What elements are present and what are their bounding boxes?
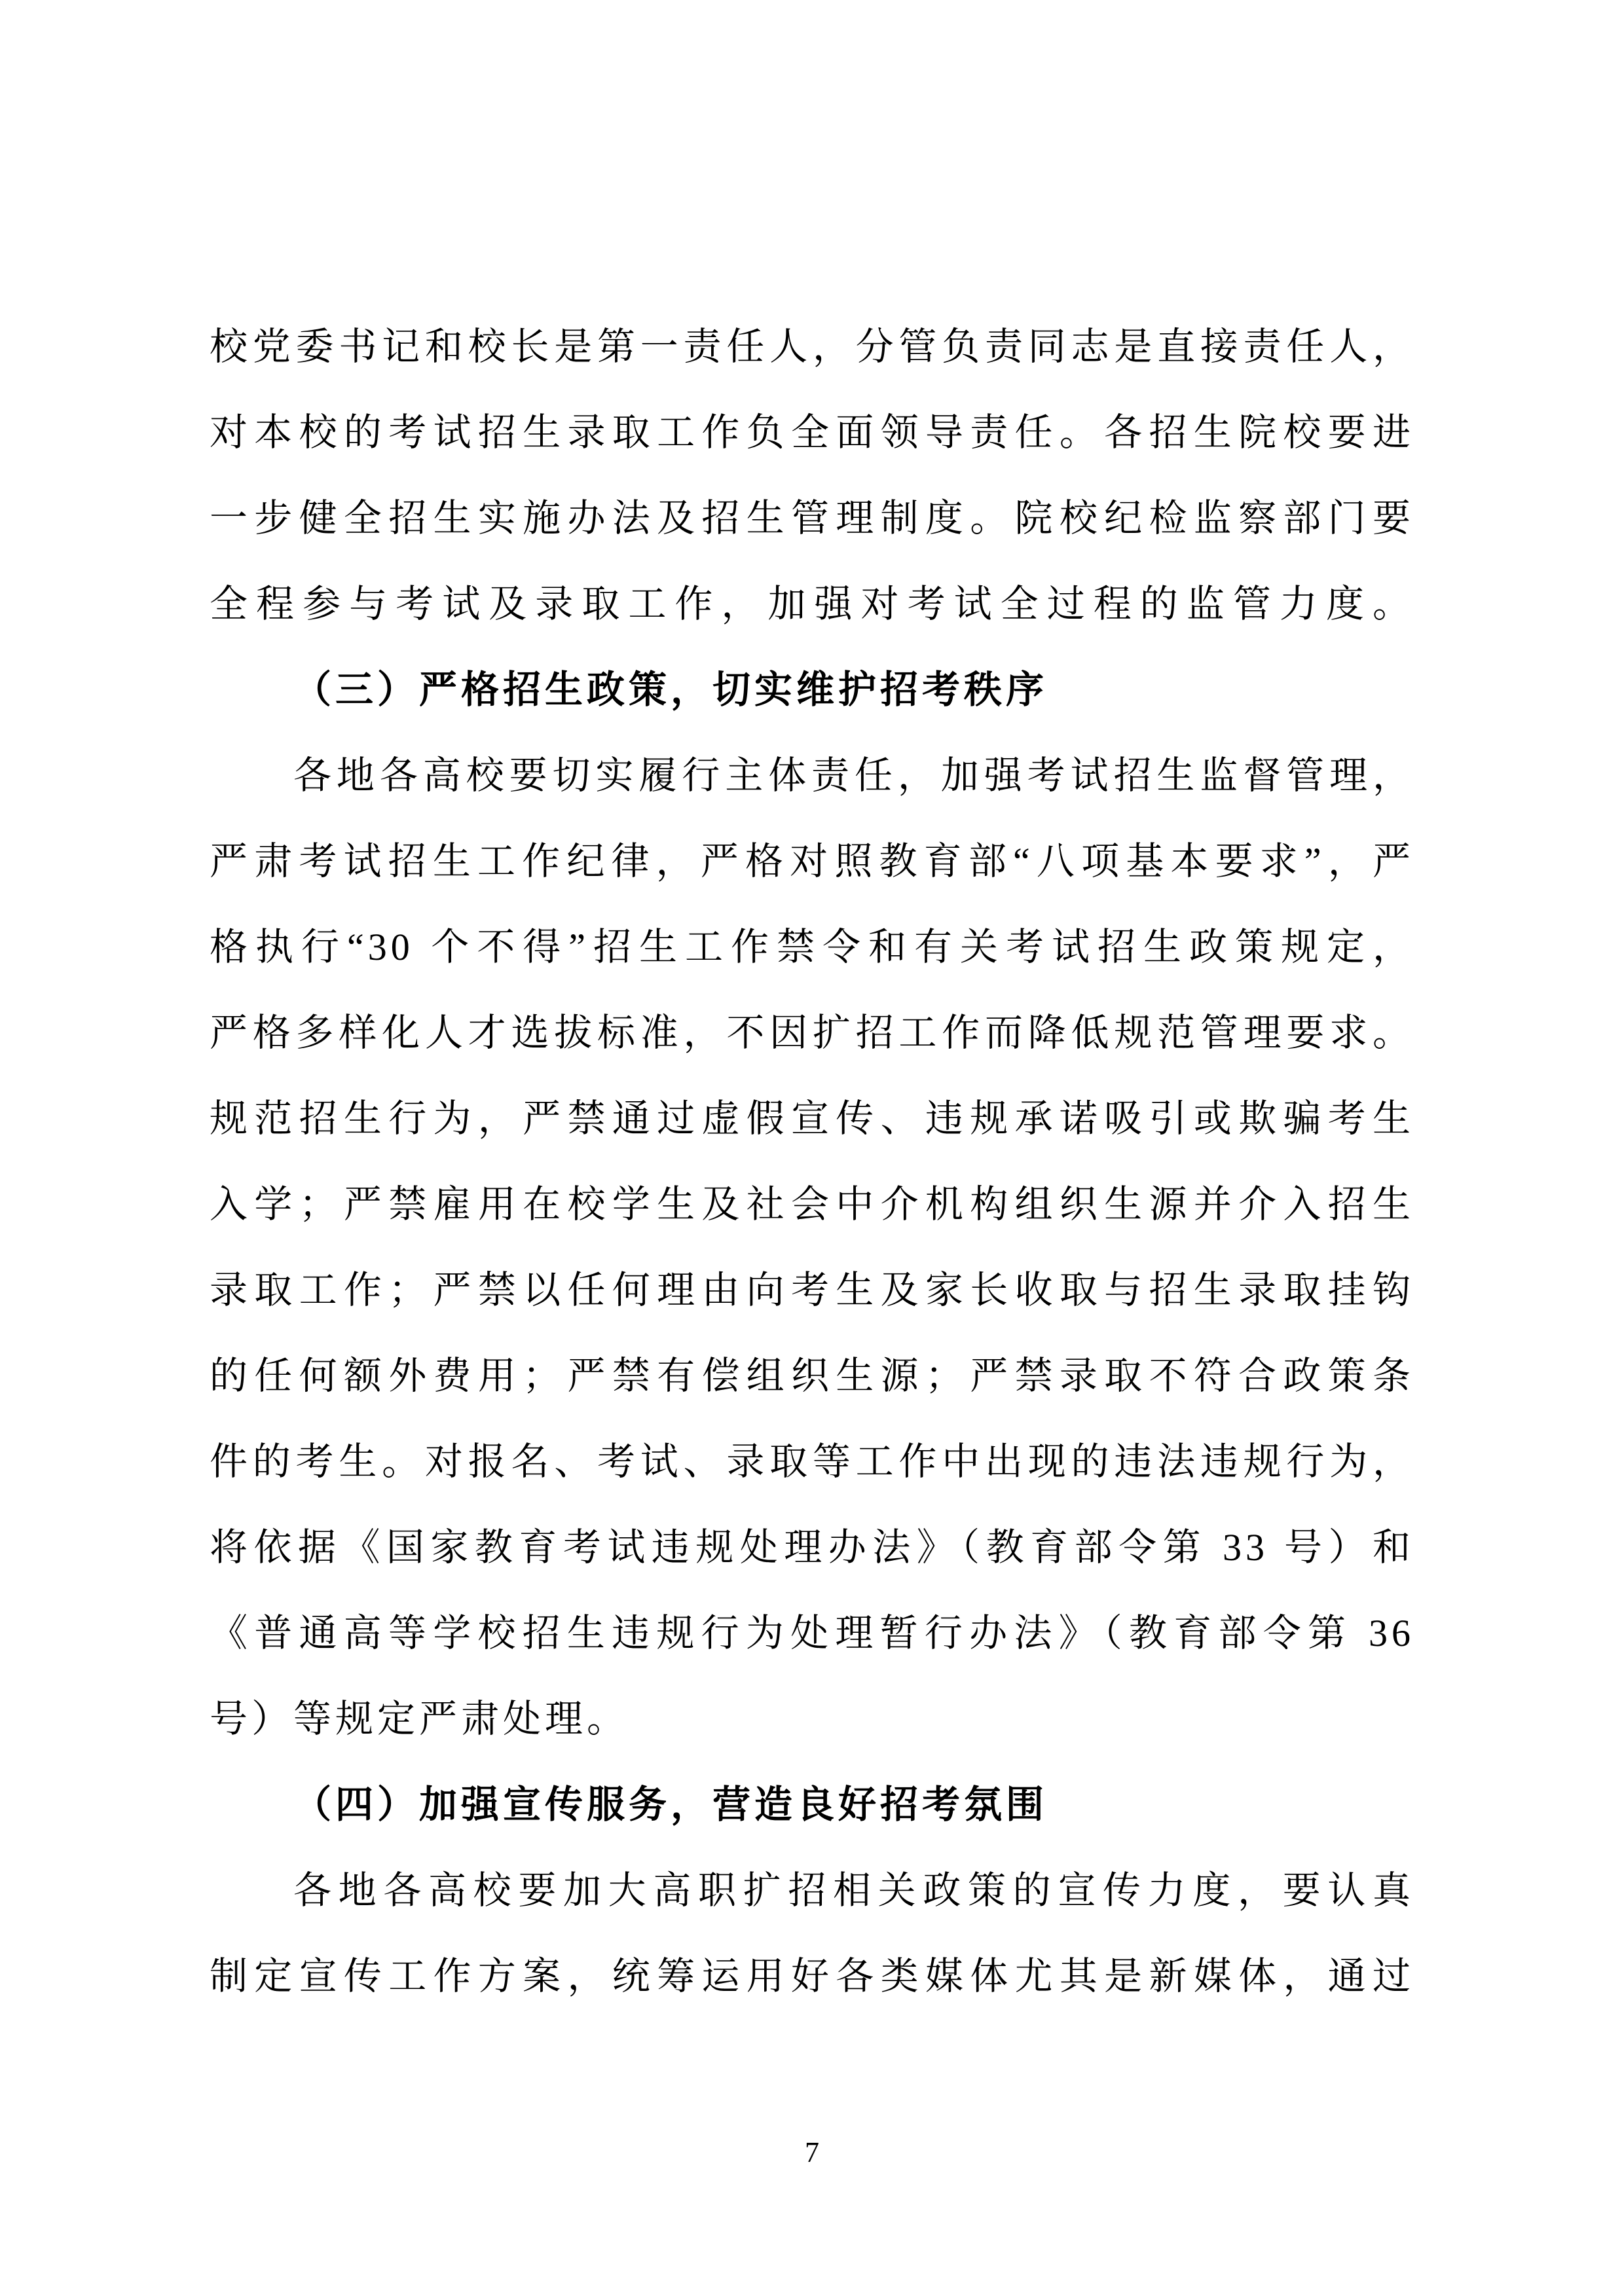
text-line: 规范招生行为，严禁通过虚假宣传、违规承诺吸引或欺骗考生 (210, 1097, 1414, 1140)
text-line: 录取工作；严禁以任何理由向考生及家长收取与招生录取挂钩 (210, 1269, 1414, 1311)
text-line: 各地各高校要切实履行主体责任，加强考试招生监督管理， (293, 754, 1414, 797)
text-line: 全程参与考试及录取工作，加强对考试全过程的监管力度。 (210, 583, 1414, 625)
text-line: 严肃考试招生工作纪律，严格对照教育部“八项基本要求”，严 (210, 840, 1414, 883)
text-line: 各地各高校要加大高职扩招相关政策的宣传力度，要认真 (293, 1869, 1414, 1912)
text-line: 入学；严禁雇用在校学生及社会中介机构组织生源并介入招生 (210, 1183, 1414, 1226)
text-line: 的任何额外费用；严禁有偿组织生源；严禁录取不符合政策条 (210, 1355, 1414, 1397)
text-line: 将依据《国家教育考试违规处理办法》（教育部令第 33 号）和 (210, 1526, 1414, 1569)
section-heading-3: （三）严格招生政策，切实维护招考秩序 (293, 668, 1048, 711)
text-line: 件的考生。对报名、考试、录取等工作中出现的违法违规行为， (210, 1440, 1414, 1483)
text-line: 制定宣传工作方案，统筹运用好各类媒体尤其是新媒体，通过 (210, 1955, 1414, 1997)
text-line: 格执行“30 个不得”招生工作禁令和有关考试招生政策规定， (210, 926, 1414, 968)
text-line: 号）等规定严肃处理。 (210, 1698, 629, 1740)
text-line: 对本校的考试招生录取工作负全面领导责任。各招生院校要进 (210, 411, 1414, 454)
text-line: 《普通高等学校招生违规行为处理暂行办法》（教育部令第 36 (210, 1612, 1414, 1654)
page-number: 7 (805, 2136, 819, 2168)
section-heading-4: （四）加强宣传服务，营造良好招考氛围 (293, 1783, 1048, 1826)
text-line: 一步健全招生实施办法及招生管理制度。院校纪检监察部门要 (210, 497, 1414, 539)
text-line: 严格多样化人才选拔标准，不因扩招工作而降低规范管理要求。 (210, 1011, 1414, 1054)
text-line: 校党委书记和校长是第一责任人，分管负责同志是直接责任人， (210, 325, 1414, 368)
document-body (210, 304, 1414, 2019)
